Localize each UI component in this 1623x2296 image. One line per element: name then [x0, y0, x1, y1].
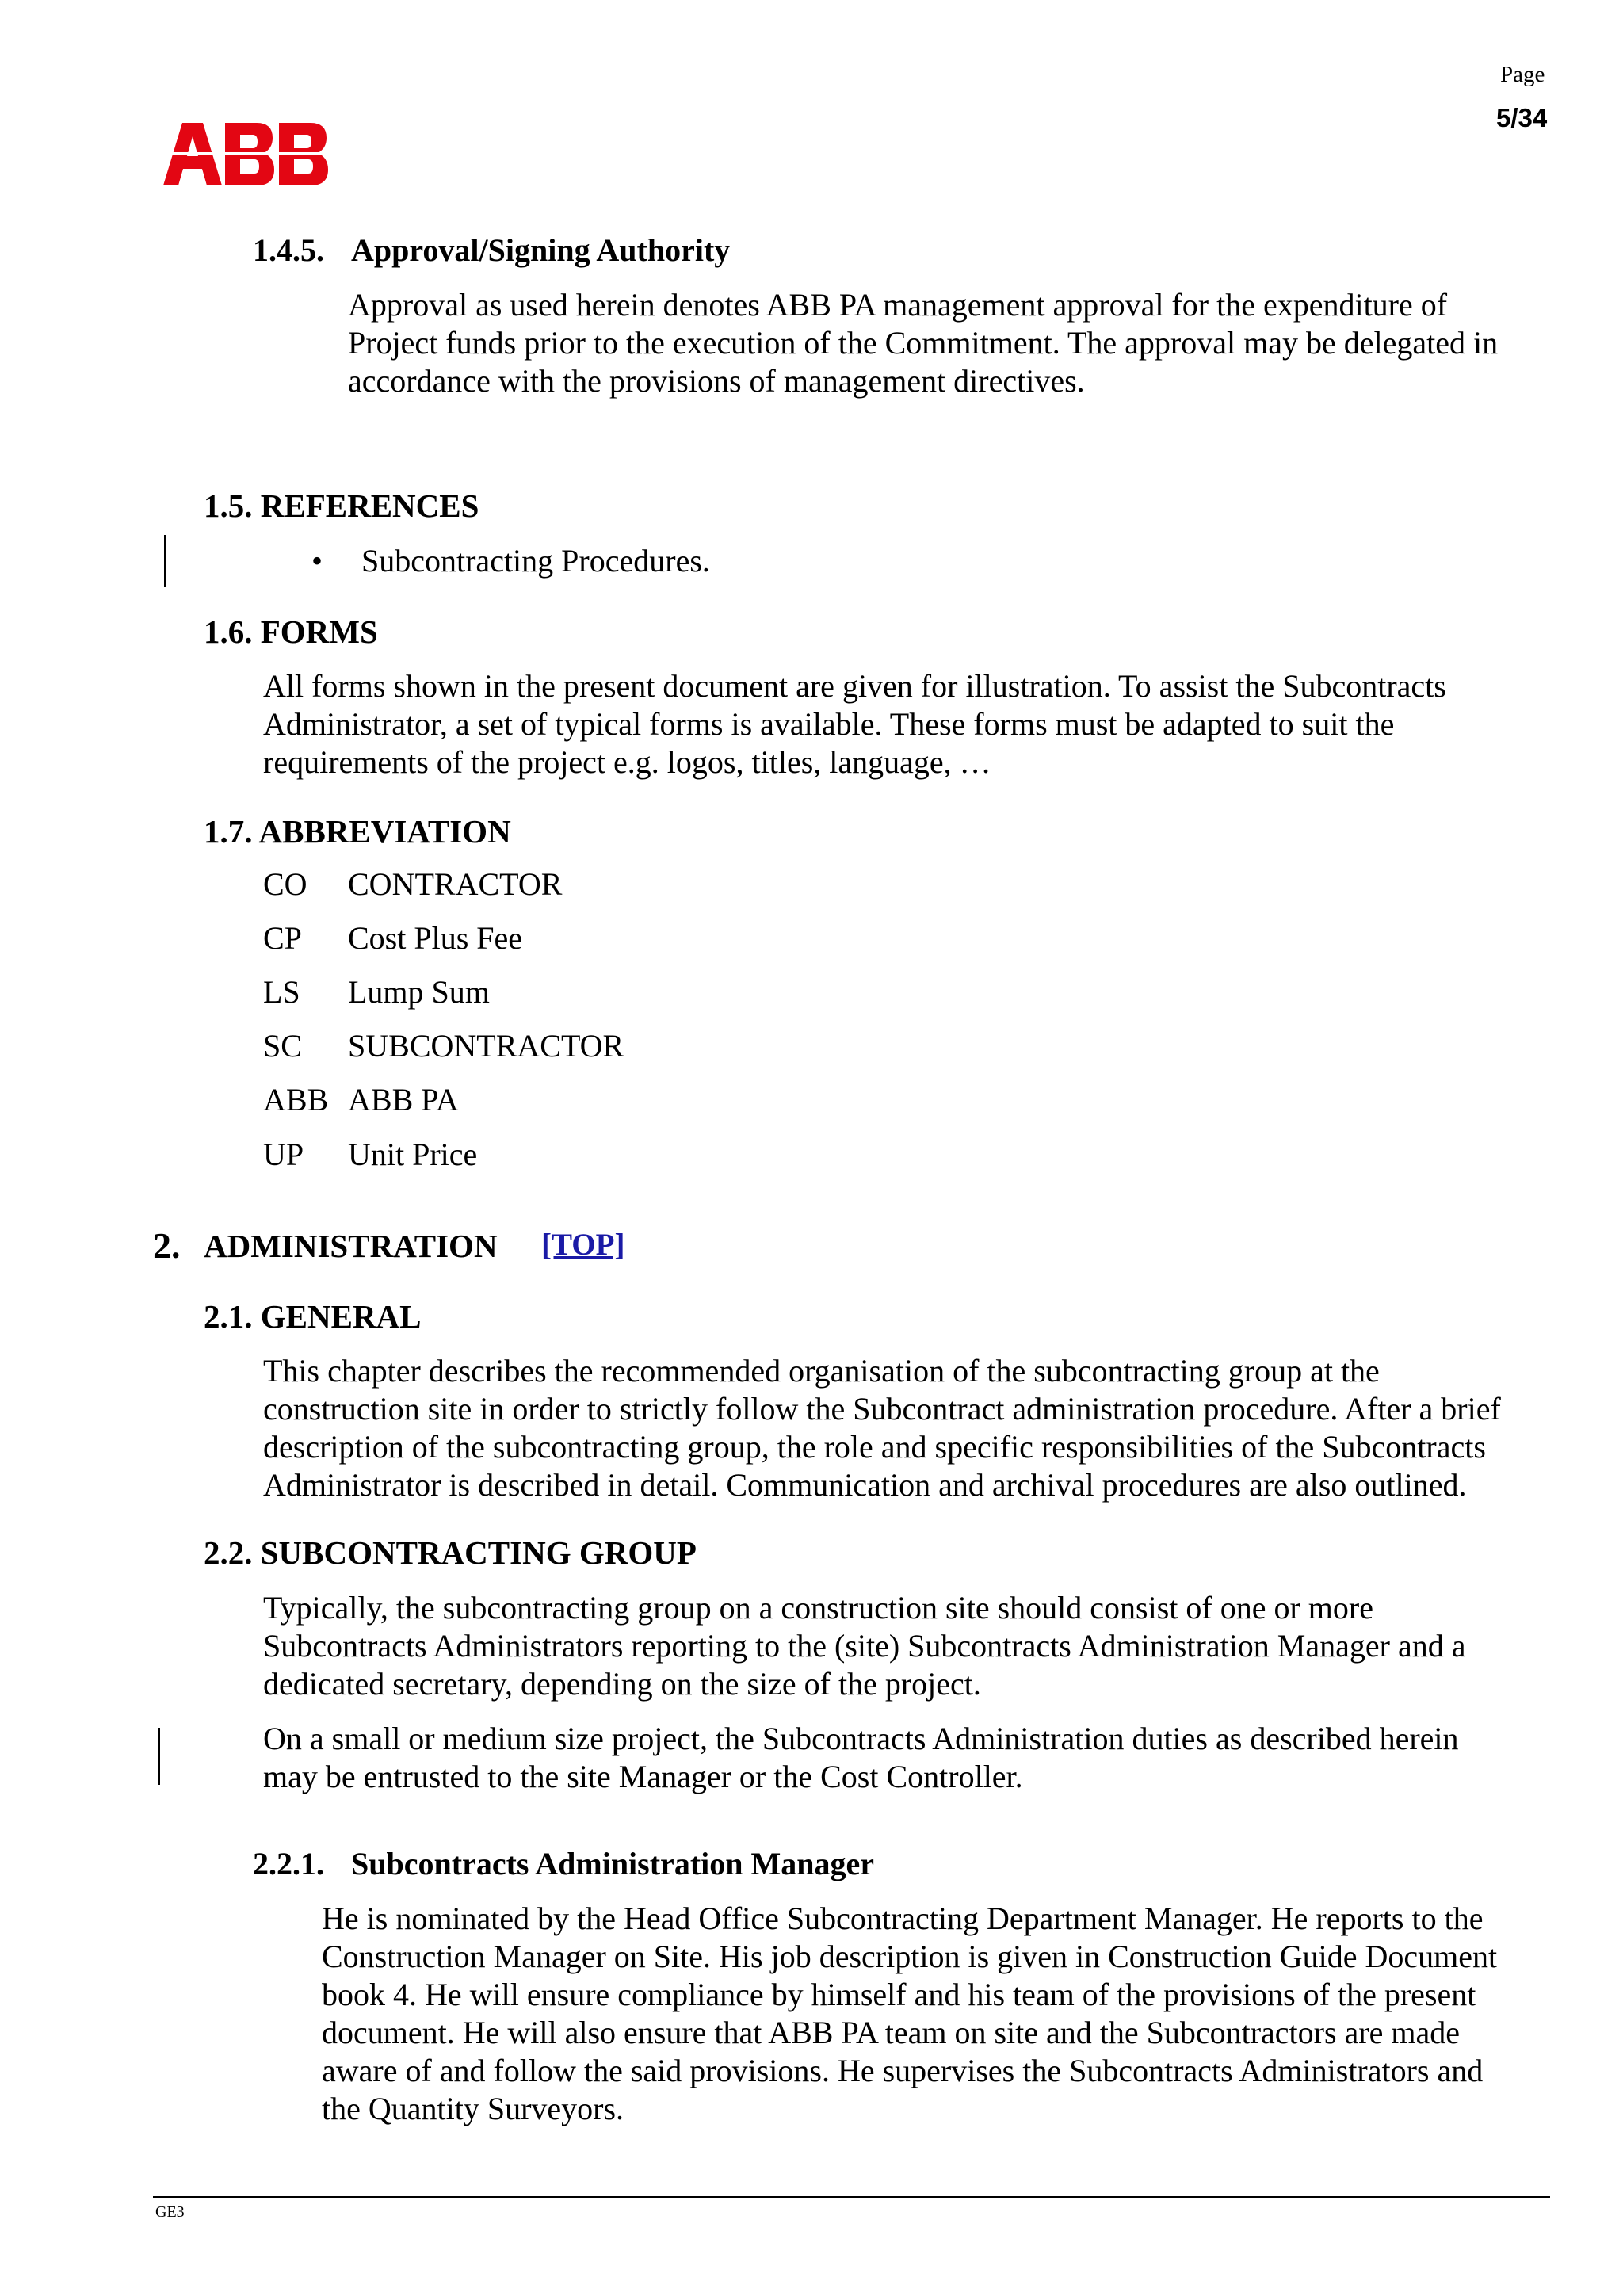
abbreviation-code: SC: [263, 1028, 302, 1064]
paragraph-line: document. He will also ensure that ABB PA team on site and the Subcontractors are made: [322, 2015, 1460, 2050]
paragraph-line: Typically, the subcontracting group on a construction site should consist of one or more: [263, 1590, 1373, 1626]
section-heading: 2.2. SUBCONTRACTING GROUP: [204, 1534, 697, 1571]
section-heading: 1.5. REFERENCES: [204, 487, 479, 524]
paragraph-line: This chapter describes the recommended organisation of the subcontracting group at the: [263, 1353, 1380, 1389]
paragraph-line: dedicated secretary, depending on the size of the project.: [263, 1666, 981, 1702]
abbreviation-meaning: Unit Price: [348, 1137, 478, 1172]
abbreviation-code: CP: [263, 920, 302, 956]
abbreviation-meaning: CONTRACTOR: [348, 866, 563, 902]
chapter-title: ADMINISTRATION: [204, 1228, 498, 1264]
paragraph-line: Administrator, a set of typical forms is available. These forms must be adapted to suit the: [263, 706, 1395, 742]
abbreviation-code: ABB: [263, 1082, 329, 1117]
paragraph-line: Administrator is described in detail. Communication and archival procedures are also outlined.: [263, 1467, 1467, 1503]
paragraph-line: accordance with the provisions of management directives.: [348, 363, 1085, 399]
paragraph-line: construction site in order to strictly follow the Subcontract administration procedure. After a brief: [263, 1391, 1501, 1427]
paragraph-line: Approval as used herein denotes ABB PA management approval for the expenditure of: [348, 287, 1448, 323]
abbreviation-code: UP: [263, 1137, 304, 1172]
abbreviation-code: LS: [263, 974, 300, 1010]
page-label: Page: [1500, 62, 1545, 87]
section-number: 2.2.1.: [253, 1846, 324, 1881]
change-bar: [158, 1728, 160, 1785]
paragraph-line: aware of and follow the said provisions. He supervises the Subcontracts Administrators and: [322, 2053, 1484, 2088]
page-number: 5/34: [1496, 103, 1548, 132]
paragraph-line: description of the subcontracting group, the role and specific responsibilities of the Subcontracts: [263, 1429, 1486, 1465]
abbreviation-meaning: SUBCONTRACTOR: [348, 1028, 624, 1064]
paragraph-line: Construction Manager on Site. His job description is given in Construction Guide Document: [322, 1939, 1498, 1974]
abbreviation-code: CO: [263, 866, 307, 902]
abbreviation-meaning: Lump Sum: [348, 974, 490, 1010]
paragraph-line: He is nominated by the Head Office Subcontracting Department Manager. He reports to the: [322, 1901, 1484, 1936]
section-heading: 1.6. FORMS: [204, 613, 378, 650]
section-title: Subcontracts Administration Manager: [351, 1846, 874, 1881]
paragraph-line: the Quantity Surveyors.: [322, 2091, 624, 2126]
change-bar: [164, 535, 166, 587]
top-link[interactable]: [TOP]: [541, 1228, 625, 1262]
section-heading: 1.7. ABBREVIATION: [204, 813, 511, 850]
abbreviation-meaning: Cost Plus Fee: [348, 920, 523, 956]
paragraph-line: All forms shown in the present document are given for illustration. To assist the Subcontracts: [263, 668, 1446, 704]
bullet-item: Subcontracting Procedures.: [361, 543, 710, 579]
chapter-number: 2.: [153, 1225, 181, 1266]
bullet-dot: •: [311, 543, 323, 579]
abb-logo: [163, 123, 331, 185]
paragraph-line: may be entrusted to the site Manager or the Cost Controller.: [263, 1759, 1023, 1794]
abbreviation-meaning: ABB PA: [348, 1082, 459, 1117]
footer-rule: [153, 2196, 1550, 2198]
paragraph-line: Subcontracts Administrators reporting to the (site) Subcontracts Administration Manager and a: [263, 1628, 1466, 1664]
paragraph-line: On a small or medium size project, the Subcontracts Administration duties as described herein: [263, 1721, 1459, 1756]
paragraph-line: requirements of the project e.g. logos, titles, language, …: [263, 744, 991, 780]
footer-code: GE3: [155, 2203, 185, 2221]
section-title: Approval/Signing Authority: [351, 232, 731, 268]
section-heading: 2.1. GENERAL: [204, 1298, 422, 1335]
section-number: 1.4.5.: [253, 232, 324, 268]
paragraph-line: Project funds prior to the execution of the Commitment. The approval may be delegated in: [348, 325, 1499, 361]
paragraph-line: book 4. He will ensure compliance by himself and his team of the provisions of the present: [322, 1977, 1476, 2012]
